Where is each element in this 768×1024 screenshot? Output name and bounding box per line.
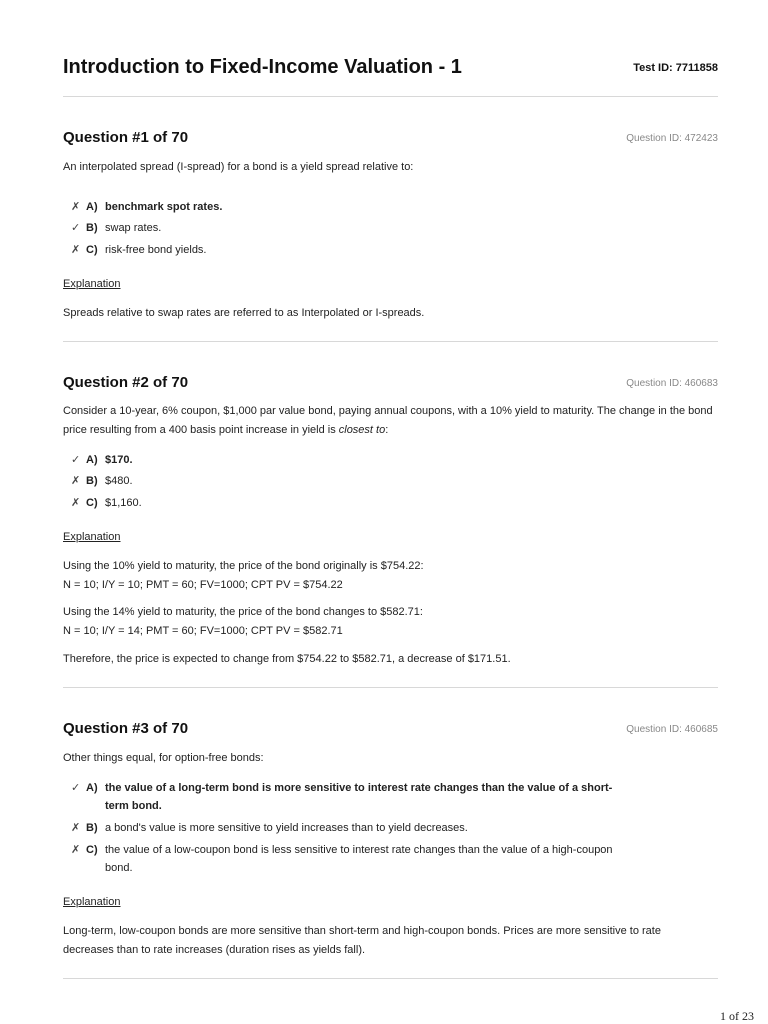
divider bbox=[63, 96, 718, 97]
option-letter: B) bbox=[86, 475, 98, 487]
option-letter: C) bbox=[86, 497, 98, 509]
option-letter: B) bbox=[86, 222, 98, 234]
option-text: $170. bbox=[105, 454, 133, 466]
option-letter: B) bbox=[86, 822, 98, 834]
option-text: the value of a low-coupon bond is less sensitive to interest rate changes than the value of a high-coupon bond. bbox=[105, 844, 613, 874]
page-number: 1 of 23 bbox=[720, 1009, 754, 1023]
cross-icon: ✗ bbox=[71, 844, 81, 856]
question-id: Question ID: 472423 bbox=[626, 133, 718, 144]
option-letter: C) bbox=[86, 244, 98, 256]
check-icon: ✓ bbox=[71, 454, 81, 466]
check-icon: ✓ bbox=[71, 222, 81, 234]
answer-option-c bbox=[71, 494, 631, 512]
answer-option-c bbox=[71, 841, 631, 877]
explanation-label: Explanation bbox=[63, 278, 121, 290]
prompt-text-end: : bbox=[385, 424, 389, 436]
answer-option-a bbox=[71, 198, 631, 216]
question-id: Question ID: 460685 bbox=[626, 724, 718, 735]
prompt-text: Consider a 10-year, 6% coupon, $1,000 par value bond, paying annual coupons, with a 10% yield to maturity. The change in the bond price resulting from a 400 basis point increase in yield is bbox=[63, 405, 713, 436]
option-text: $480. bbox=[105, 475, 133, 487]
test-id: Test ID: 7711858 bbox=[633, 62, 718, 74]
explanation-text: Using the 10% yield to maturity, the price of the bond originally is $754.22: bbox=[63, 560, 424, 572]
explanation-text: N = 10; I/Y = 14; PMT = 60; FV=1000; CPT PV = $582.71 bbox=[63, 625, 343, 637]
answer-option-a bbox=[71, 779, 631, 815]
explanation-text: Long-term, low-coupon bonds are more sensitive than short-term and high-coupon bonds. Prices are more sensitive to rate decreases than to rate increases (duration rises as yields fall). bbox=[63, 925, 661, 956]
question-title: Question #2 of 70 bbox=[63, 374, 189, 391]
cross-icon: ✗ bbox=[71, 497, 81, 509]
option-letter: A) bbox=[86, 782, 98, 794]
page-title: Introduction to Fixed-Income Valuation - 1 bbox=[63, 56, 462, 78]
explanation-text: Spreads relative to swap rates are referred to as Interpolated or I-spreads. bbox=[63, 307, 425, 319]
explanation-text: Using the 14% yield to maturity, the price of the bond changes to $582.71: bbox=[63, 606, 423, 618]
option-text: the value of a long-term bond is more sensitive to interest rate changes than the value of a short-term bond. bbox=[105, 782, 613, 812]
option-text: benchmark spot rates. bbox=[105, 201, 223, 213]
check-icon: ✓ bbox=[71, 782, 81, 794]
divider bbox=[63, 978, 718, 979]
divider bbox=[63, 341, 718, 342]
question-prompt: Other things equal, for option-free bonds: bbox=[63, 752, 264, 764]
question-prompt bbox=[63, 402, 718, 440]
option-letter: A) bbox=[86, 454, 98, 466]
question-title: Question #3 of 70 bbox=[63, 720, 189, 737]
answer-option-c bbox=[71, 241, 631, 259]
option-letter: A) bbox=[86, 201, 98, 213]
cross-icon: ✗ bbox=[71, 244, 81, 256]
answer-option-b bbox=[71, 219, 631, 237]
question-id: Question ID: 460683 bbox=[626, 378, 718, 389]
answer-option-a bbox=[71, 451, 631, 469]
cross-icon: ✗ bbox=[71, 822, 81, 834]
question-title: Question #1 of 70 bbox=[63, 129, 189, 146]
question-prompt: An interpolated spread (I-spread) for a bond is a yield spread relative to: bbox=[63, 161, 414, 173]
cross-icon: ✗ bbox=[71, 201, 81, 213]
explanation-text: N = 10; I/Y = 10; PMT = 60; FV=1000; CPT PV = $754.22 bbox=[63, 579, 343, 591]
answer-option-b bbox=[71, 819, 631, 837]
cross-icon: ✗ bbox=[71, 475, 81, 487]
option-text: a bond's value is more sensitive to yield increases than to yield decreases. bbox=[105, 822, 468, 834]
explanation-text: Therefore, the price is expected to change from $754.22 to $582.71, a decrease of $171.51. bbox=[63, 653, 511, 665]
option-letter: C) bbox=[86, 844, 98, 856]
explanation-label: Explanation bbox=[63, 531, 121, 543]
option-text: swap rates. bbox=[105, 222, 162, 234]
explanation-label: Explanation bbox=[63, 896, 121, 908]
document-header bbox=[63, 56, 718, 86]
answer-option-b bbox=[71, 472, 631, 490]
option-text: risk-free bond yields. bbox=[105, 244, 207, 256]
option-text: $1,160. bbox=[105, 497, 142, 509]
divider bbox=[63, 687, 718, 688]
prompt-emphasis: closest to bbox=[338, 424, 386, 436]
